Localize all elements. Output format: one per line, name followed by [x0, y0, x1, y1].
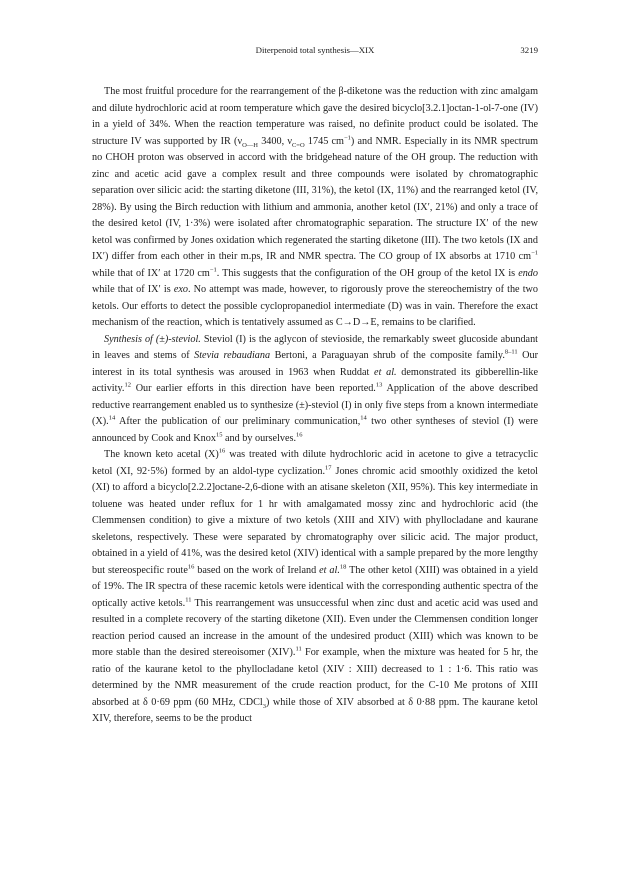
- paragraph-keto-acetal: The known keto acetal $(X)^{16}$ was treated with dilute hydrochloric acid in acetone to give a tetracyclic ketol (XI, 92·5%) formed by an aldol-type cyclization.$^{17}$ Jones chromic acid smoothly oxidized the ketol (XI) to afford a bicyclo[2.2.2]octane-2,6-dione with an atisane skeleton (XII, 95%). This key intermediate in toluene was heated under reflux for 1 hr with amalgamated mossy zinc and hydrochloric acid (the Clemmensen condition) to give a mixture of two ketols (XIII and XIV) with phyllocladane and kaurane skeletons, respectively. These were separated by chromatography over silicic acid. The major product, obtained in a yield of 41%, was the desired ketol (XIV) identical with a sample prepared by the more lengthy but stereospecific route$^{16}$ based on the work of Ireland et al.$^{18}$ The other ketol (XIII) was obtained in a yield of 19%. The IR spectra of these racemic ketols were identical with the corresponding authentic spectra of the optically active ketols.$^{11}$ This rearrangement was unsuccessful when zinc dust and acetic acid was used and resulted in a complete recovery of the starting diketone (XII). Even under the Clemmensen condition longer reaction period caused an increase in the amount of the undesired product (XIII) which was known to be more stable than the desired stereoisomer (XIV).$^{11}$ For example, when the mixture was heated for 5 hr, the ratio of the kaurane ketol to the phyllocladane ketol (XIV : XIII) decreased to 1 : 1·6. This ratio was determined by the NMR measurement of the crude reaction product, for the C-10 Me protons of XIII absorbed at δ 0·69 ppm (60 MHz, CDCl$_3$) while those of XIV absorbed at δ 0·88 ppm. The kaurane ketol XIV, therefore, seems to be the product: [92, 447, 539, 724]
- reference-marker: 16: [187, 563, 195, 571]
- reference-marker: 12: [124, 381, 131, 389]
- reference-marker: 16: [218, 447, 226, 455]
- page-number: 3219: [520, 45, 538, 55]
- paragraph-steviol-synthesis: Synthesis of (±)-steviol. Steviol (I) is the aglycon of stevioside, the remarkably sweet glucoside abundant in leaves and stems of Stevia rebaudiana Bertoni, a Paraguayan shrub of the composite family.$^{8-11}$ Our interest in its total synthesis was aroused in 1963 when Ruddat et al. demonstrated its gibberellin-like activity.$^{12}$ Our earlier efforts in this direction have been reported.$^{13}$ Application of the above described reductive rearrangement enabled us to synthesize (±)-steviol (I) in only five steps from a known intermediate (X).$^{14}$ After the publication of our preliminary communication,$^{14}$ two other syntheses of steviol (I) were announced by Cook and Knox$^{15}$ and by ourselves.$^{16}$: [92, 333, 538, 444]
- reference-marker: 14: [108, 414, 116, 422]
- reference-marker: 15: [215, 431, 223, 439]
- section-heading: Synthesis of (±)-steviol.: [104, 333, 201, 345]
- reference-marker: 17: [325, 464, 332, 472]
- reference-marker: 16: [296, 431, 303, 439]
- running-title: Diterpenoid total synthesis—XIX: [255, 45, 375, 55]
- reference-marker: 18: [339, 563, 347, 571]
- reference-marker: 11: [185, 596, 192, 604]
- reference-marker: 14: [360, 414, 367, 422]
- article-body: [92, 84, 538, 728]
- reference-marker: 11: [295, 645, 302, 653]
- reference-marker: 8–11: [504, 348, 518, 356]
- paragraph-diketone-rearrangement: The most fruitful procedure for the rearrangement of the β-diketone was the reduction with zinc amalgam and dilute hydrochloric acid at room temperature which gave the desired bicyclo[3.2.1]octan-1-ol-7-one (IV) in a yield of 34%. When the reaction temperature was raised, no definite product could be isolated. The structure IV was supported by IR ($\nu_{O—H}$ 3400, $\nu_{C=O}$ 1745 $cm^{-1}$) and NMR. Especially in its NMR spectrum no CHOH proton was observed in accord with the bridgehead nature of the OH group. The reduction with zinc and acetic acid gave a complex result and three compounds were isolated by chromatographic separation over silicic acid: the starting diketone (III, 31%), the ketol (IX, 11%) and the rearranged ketol (IV, 28%). By using the Birch reduction with lithium and ammonia, another ketol (IX′, 21%) and only a trace of the desired ketol (IV, 1·3%) were isolated after chromatographic separation. The structure IX′ of the new ketol was confirmed by Jones oxidation which regenerated the starting diketone (III). The two ketols (IX and IX′) differ from each other in their m.ps, IR and NMR spectra. The CO group of IX absorbs at 1710 $cm^{-1}$ while that of IX′ at 1720 $cm^{-1}$. This suggests that the configuration of the OH group of the ketol IX is endo while that of IX′ is exo. No attempt was made, however, to rigorously prove the stereochemistry of the two ketols. Our efforts to detect the possible cyclopropanediol intermediate (D) was in vain. Therefore the exact mechanism of the reaction, which is tentatively assumed as C→D→E, remains to be clarified.: [92, 86, 538, 328]
- reference-marker: 13: [375, 381, 383, 389]
- running-head: [92, 45, 538, 59]
